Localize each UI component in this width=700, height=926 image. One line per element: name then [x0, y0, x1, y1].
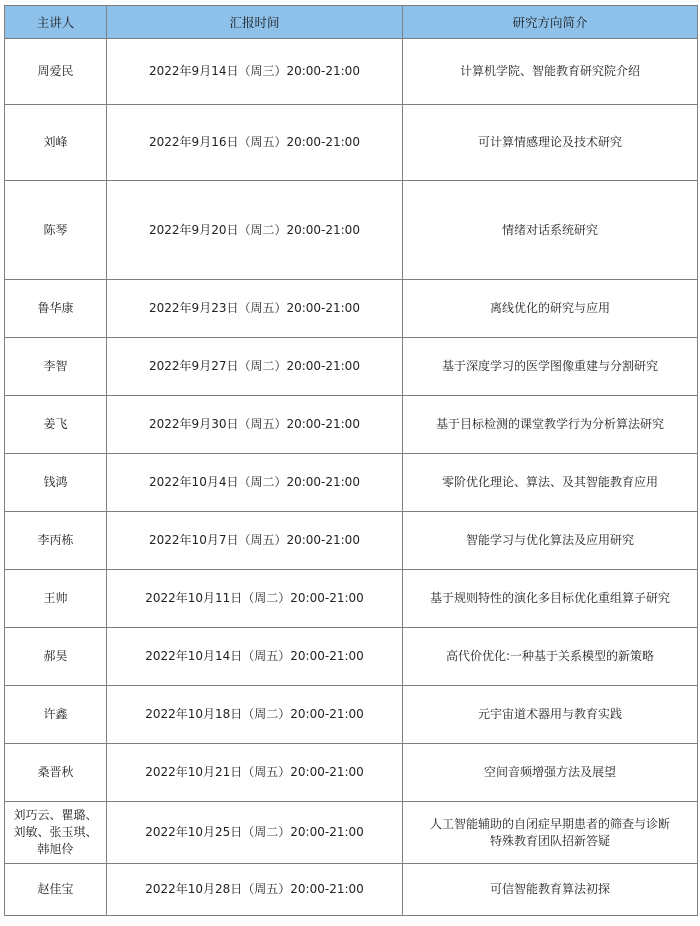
time-cell: 2022年10月21日（周五）20:00-21:00	[107, 744, 403, 802]
speaker-cell: 周爱民	[5, 39, 107, 105]
topic-cell: 可计算情感理论及技术研究	[403, 105, 698, 181]
table-row	[5, 628, 698, 686]
table-body	[5, 39, 698, 916]
time-cell: 2022年10月7日（周五）20:00-21:00	[107, 512, 403, 570]
topic-cell	[403, 802, 698, 864]
time-cell: 2022年9月20日（周二）20:00-21:00	[107, 181, 403, 280]
table-row	[5, 744, 698, 802]
schedule-table	[4, 5, 698, 916]
time-cell: 2022年9月27日（周二）20:00-21:00	[107, 338, 403, 396]
table-row	[5, 864, 698, 916]
table-row	[5, 686, 698, 744]
table-row	[5, 181, 698, 280]
table-row	[5, 570, 698, 628]
speaker-cell: 许鑫	[5, 686, 107, 744]
topic-cell: 元宇宙道术器用与教育实践	[403, 686, 698, 744]
time-cell: 2022年9月16日（周五）20:00-21:00	[107, 105, 403, 181]
topic-cell: 基于规则特性的演化多目标优化重组算子研究	[403, 570, 698, 628]
topic-cell: 零阶优化理论、算法、及其智能教育应用	[403, 454, 698, 512]
time-cell: 2022年10月25日（周二）20:00-21:00	[107, 802, 403, 864]
topic-cell: 情绪对话系统研究	[403, 181, 698, 280]
table-row	[5, 280, 698, 338]
speaker-cell: 桑晋秋	[5, 744, 107, 802]
speaker-cell: 刘峰	[5, 105, 107, 181]
topic-line: 特殊教育团队招新答疑	[489, 833, 610, 848]
table-header	[5, 6, 698, 39]
time-cell: 2022年9月23日（周五）20:00-21:00	[107, 280, 403, 338]
topic-cell: 智能学习与优化算法及应用研究	[403, 512, 698, 570]
topic-line: 人工智能辅助的自闭症早期患者的筛查与诊断	[429, 816, 670, 831]
speaker-cell: 鲁华康	[5, 280, 107, 338]
speaker-cell: 李智	[5, 338, 107, 396]
time-cell: 2022年10月18日（周二）20:00-21:00	[107, 686, 403, 744]
table-row	[5, 105, 698, 181]
time-cell: 2022年10月4日（周二）20:00-21:00	[107, 454, 403, 512]
table-row	[5, 338, 698, 396]
speaker-cell: 赵佳宝	[5, 864, 107, 916]
speaker-cell: 郝昊	[5, 628, 107, 686]
time-cell: 2022年10月14日（周五）20:00-21:00	[107, 628, 403, 686]
time-cell: 2022年10月28日（周五）20:00-21:00	[107, 864, 403, 916]
table-row	[5, 396, 698, 454]
header-row	[5, 6, 698, 39]
topic-cell: 基于深度学习的医学图像重建与分割研究	[403, 338, 698, 396]
header-time: 汇报时间	[107, 6, 403, 39]
time-cell: 2022年10月11日（周二）20:00-21:00	[107, 570, 403, 628]
speaker-cell: 李丙栋	[5, 512, 107, 570]
table-row	[5, 802, 698, 864]
speaker-cell: 钱鸿	[5, 454, 107, 512]
topic-cell: 离线优化的研究与应用	[403, 280, 698, 338]
speaker-cell: 刘巧云、瞿璐、刘敏、张玉琪、韩旭伶	[5, 802, 107, 864]
time-cell: 2022年9月30日（周五）20:00-21:00	[107, 396, 403, 454]
header-topic: 研究方向简介	[403, 6, 698, 39]
topic-cell: 计算机学院、智能教育研究院介绍	[403, 39, 698, 105]
topic-cell: 基于目标检测的课堂教学行为分析算法研究	[403, 396, 698, 454]
table-row	[5, 39, 698, 105]
topic-cell: 高代价优化:一种基于关系模型的新策略	[403, 628, 698, 686]
topic-cell: 可信智能教育算法初探	[403, 864, 698, 916]
speaker-cell: 姜飞	[5, 396, 107, 454]
topic-cell: 空间音频增强方法及展望	[403, 744, 698, 802]
speaker-cell: 王帅	[5, 570, 107, 628]
speaker-cell: 陈琴	[5, 181, 107, 280]
header-speaker: 主讲人	[5, 6, 107, 39]
table-row	[5, 512, 698, 570]
time-cell: 2022年9月14日（周三）20:00-21:00	[107, 39, 403, 105]
table-row	[5, 454, 698, 512]
